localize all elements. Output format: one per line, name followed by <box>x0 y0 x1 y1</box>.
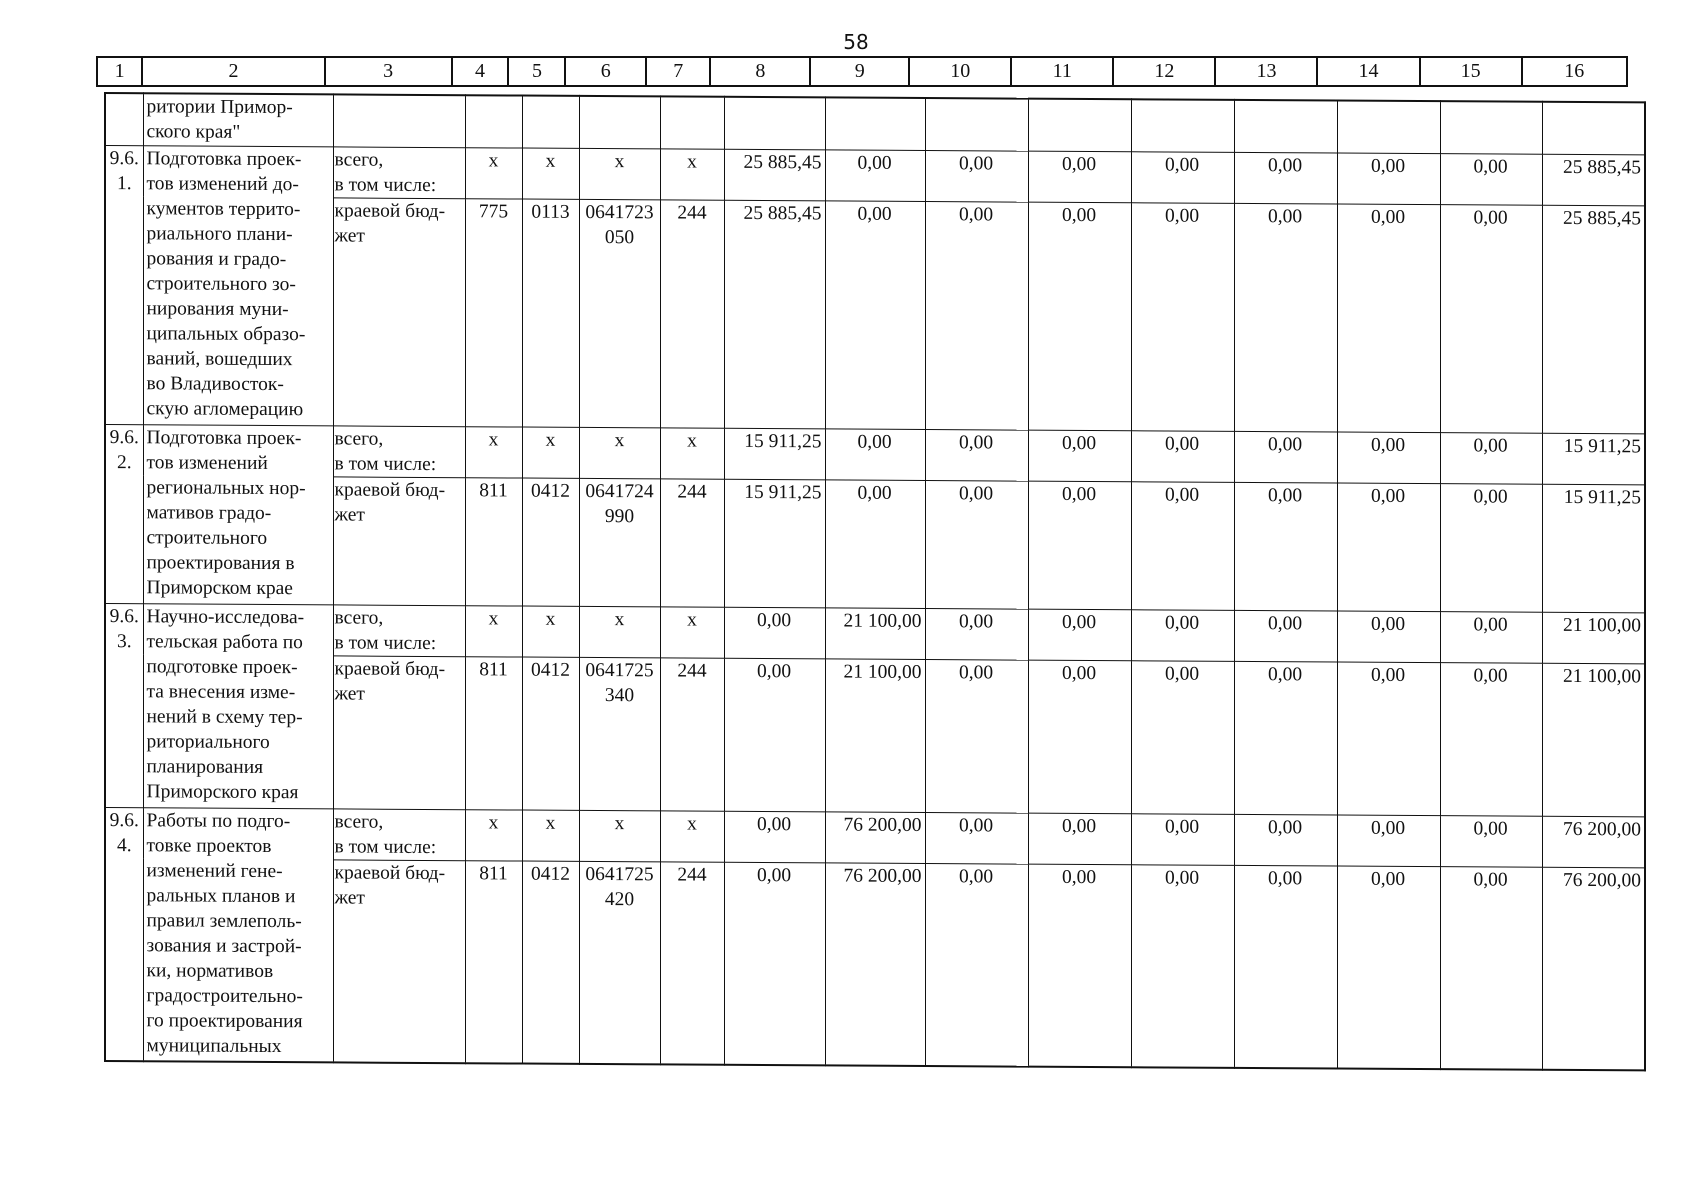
value-cell: 15 911,25 <box>1542 433 1645 485</box>
value-cell: 0,00 <box>1440 483 1542 612</box>
table-row-total <box>105 807 1645 867</box>
value-cell: 0,00 <box>1131 660 1234 814</box>
empty-cell <box>1337 101 1440 154</box>
value-cell: 0,00 <box>1440 432 1542 484</box>
value-cell: 0,00 <box>1337 432 1440 484</box>
value-cell: 0,00 <box>1440 866 1542 1070</box>
value-cell: 0,00 <box>1131 609 1234 661</box>
value-cell: 0,00 <box>1028 151 1131 203</box>
value-cell: 0,00 <box>724 862 825 1066</box>
value-cell: 0,00 <box>1131 813 1234 865</box>
column-number: 12 <box>1113 57 1215 86</box>
value-cell: 0412 <box>522 861 579 1064</box>
value-cell: 21 100,00 <box>1542 612 1645 664</box>
source-cell: всего, в том числе: <box>333 808 465 860</box>
value-cell: 0,00 <box>1337 662 1440 816</box>
value-cell: 0,00 <box>1028 430 1131 482</box>
value-cell: 0,00 <box>925 480 1028 609</box>
empty-cell <box>1131 99 1234 152</box>
value-cell: 0,00 <box>1337 815 1440 867</box>
value-cell: x <box>579 810 660 861</box>
table-row-total <box>105 603 1645 663</box>
empty-cell <box>1440 101 1542 154</box>
continuation-row <box>105 93 1645 154</box>
value-cell: 25 885,45 <box>724 200 825 429</box>
value-cell: 0,00 <box>1440 153 1542 205</box>
table-body <box>105 93 1645 1070</box>
value-cell: 0,00 <box>1234 661 1337 815</box>
value-cell: 0,00 <box>1337 153 1440 205</box>
column-number: 5 <box>508 57 565 86</box>
value-cell: 0,00 <box>1028 864 1131 1068</box>
column-number: 15 <box>1420 57 1522 86</box>
value-cell: 0,00 <box>1028 813 1131 865</box>
item-name-cell: Подготовка проек- тов изменений региональных нор- мативов градо- строительного проектирования в Приморском крае <box>143 424 333 604</box>
value-cell: 25 885,45 <box>1542 154 1645 206</box>
table-row-budget <box>105 654 1645 816</box>
item-number-cell: 9.6. 4. <box>105 807 143 1061</box>
column-number: 14 <box>1317 57 1419 86</box>
value-cell: 811 <box>465 477 522 605</box>
value-cell: 0,00 <box>1440 815 1542 867</box>
column-number: 7 <box>646 57 710 86</box>
source-cell: краевой бюд- жет <box>333 476 465 605</box>
value-cell: 0,00 <box>1028 481 1131 610</box>
value-cell: 15 911,25 <box>724 428 825 480</box>
value-cell: 0,00 <box>1234 152 1337 204</box>
value-cell: 0,00 <box>1131 864 1234 1068</box>
value-cell: 0,00 <box>925 150 1028 202</box>
value-cell: 21 100,00 <box>1542 663 1645 817</box>
value-cell: 0,00 <box>724 607 825 659</box>
column-number: 2 <box>142 57 325 86</box>
column-number-row <box>97 57 1627 86</box>
value-cell: 0,00 <box>1337 204 1440 433</box>
value-cell: x <box>579 606 660 657</box>
value-cell: 0,00 <box>1131 202 1234 431</box>
item-number-cell: 9.6. 1. <box>105 145 143 424</box>
value-cell: 0,00 <box>825 149 925 201</box>
item-name-cell: Подготовка проек- тов изменений до- кументов террито- риального плани- рования и градо- строительного зо- нирования муни- ципальных образо- ваний, вошедших во Владивосток- скую агломерацию <box>143 145 333 425</box>
value-cell: 0,00 <box>1337 866 1440 1070</box>
value-cell: 15 911,25 <box>1542 484 1645 613</box>
source-cell: всего, в том числе: <box>333 604 465 656</box>
empty-cell <box>1542 102 1645 155</box>
value-cell: 0641723 050 <box>579 199 660 427</box>
value-cell: 15 911,25 <box>724 479 825 608</box>
item-number-cell: 9.6. 2. <box>105 424 143 603</box>
value-cell: x <box>660 148 724 199</box>
column-number: 13 <box>1215 57 1317 86</box>
value-cell: 0,00 <box>925 812 1028 864</box>
value-cell: x <box>465 426 522 477</box>
value-cell: 25 885,45 <box>1542 205 1645 434</box>
source-cell: краевой бюд- жет <box>333 197 465 426</box>
value-cell: x <box>660 810 724 861</box>
column-number: 6 <box>565 57 646 86</box>
value-cell: 25 885,45 <box>724 149 825 201</box>
value-cell: 21 100,00 <box>825 658 925 812</box>
column-number: 4 <box>452 57 509 86</box>
value-cell: x <box>522 427 579 478</box>
value-cell: 0,00 <box>1234 203 1337 432</box>
value-cell: x <box>579 427 660 478</box>
value-cell: 0,00 <box>925 608 1028 660</box>
value-cell: 0,00 <box>825 428 925 480</box>
value-cell: 811 <box>465 656 522 809</box>
value-cell: 76 200,00 <box>825 862 925 1066</box>
column-number: 1 <box>97 57 142 86</box>
continuation-name-cell: ритории Примор- ского края" <box>143 93 333 146</box>
value-cell: 0412 <box>522 657 579 810</box>
value-cell: 0,00 <box>925 201 1028 430</box>
value-cell: x <box>522 606 579 657</box>
value-cell: 0,00 <box>1131 430 1234 482</box>
column-number: 10 <box>909 57 1011 86</box>
value-cell: 0,00 <box>1234 482 1337 611</box>
value-cell: 0,00 <box>1440 662 1542 816</box>
value-cell: 0,00 <box>724 658 825 812</box>
empty-cell <box>1028 99 1131 152</box>
value-cell: x <box>465 147 522 198</box>
column-number: 3 <box>325 57 452 86</box>
value-cell: 0641725 420 <box>579 861 660 1064</box>
source-cell: краевой бюд- жет <box>333 859 465 1063</box>
empty-cell <box>465 95 522 147</box>
value-cell: 0641724 990 <box>579 478 660 606</box>
value-cell: 244 <box>660 657 724 810</box>
column-number: 9 <box>810 57 909 86</box>
empty-cell <box>660 96 724 148</box>
value-cell: x <box>660 606 724 657</box>
column-header-table <box>96 56 1628 87</box>
value-cell: 21 100,00 <box>825 607 925 659</box>
value-cell: 0,00 <box>1234 814 1337 866</box>
value-cell: 0,00 <box>1440 611 1542 663</box>
item-name-cell: Работы по подго- товке проектов изменений гене- ральных планов и правил землеполь- зования и застрой- ки, нормативов градостроительно- го проектирования муниципальных <box>143 807 333 1062</box>
source-cell: всего, в том числе: <box>333 146 465 198</box>
table-row-total <box>105 424 1645 484</box>
source-cell: краевой бюд- жет <box>333 655 465 809</box>
column-number: 11 <box>1011 57 1113 86</box>
value-cell: 0113 <box>522 199 579 427</box>
value-cell: 0,00 <box>1028 660 1131 814</box>
value-cell: 244 <box>660 861 724 1064</box>
value-cell: 0,00 <box>1234 431 1337 483</box>
column-number: 16 <box>1522 57 1627 86</box>
value-cell: x <box>465 809 522 860</box>
value-cell: 0,00 <box>1131 481 1234 610</box>
empty-cell <box>333 94 465 147</box>
value-cell: 76 200,00 <box>1542 867 1645 1071</box>
table-row-budget <box>105 196 1645 433</box>
value-cell: x <box>522 148 579 199</box>
value-cell: 0,00 <box>1131 151 1234 203</box>
value-cell: 0,00 <box>1440 204 1542 433</box>
value-cell: 0,00 <box>925 659 1028 813</box>
value-cell: 0,00 <box>925 429 1028 481</box>
page-number: 58 <box>843 30 869 54</box>
table-row-budget <box>105 475 1645 612</box>
value-cell: 0,00 <box>724 811 825 863</box>
item-number-cell: 9.6. 3. <box>105 603 143 807</box>
value-cell: 811 <box>465 860 522 1063</box>
empty-cell <box>1234 100 1337 153</box>
empty-cell <box>522 96 579 148</box>
value-cell: 0,00 <box>1028 609 1131 661</box>
value-cell: 76 200,00 <box>1542 816 1645 868</box>
item-name-cell: Научно-исследова- тельская работа по подготовке проек- та внесения изме- нений в схему тер- риториального планирования Приморского края <box>143 603 333 808</box>
table-row-budget <box>105 858 1645 1070</box>
value-cell: 0,00 <box>1234 610 1337 662</box>
value-cell: 0,00 <box>1028 202 1131 431</box>
value-cell: 244 <box>660 199 724 427</box>
value-cell: x <box>522 810 579 861</box>
budget-table <box>104 92 1646 1071</box>
value-cell: 0,00 <box>925 863 1028 1067</box>
value-cell: 0641725 340 <box>579 657 660 810</box>
value-cell: 0,00 <box>825 200 925 429</box>
value-cell: 0412 <box>522 478 579 606</box>
value-cell: x <box>660 427 724 478</box>
table-row-total <box>105 145 1645 205</box>
source-cell: всего, в том числе: <box>333 425 465 477</box>
column-number: 8 <box>710 57 810 86</box>
value-cell: 775 <box>465 198 522 426</box>
value-cell: 0,00 <box>825 479 925 608</box>
empty-cell <box>925 98 1028 151</box>
value-cell: 0,00 <box>1337 611 1440 663</box>
continuation-num-cell <box>105 93 143 145</box>
value-cell: 244 <box>660 478 724 606</box>
value-cell: 76 200,00 <box>825 811 925 863</box>
empty-cell <box>579 96 660 148</box>
empty-cell <box>825 97 925 150</box>
value-cell: 0,00 <box>1337 483 1440 612</box>
empty-cell <box>724 97 825 150</box>
value-cell: 0,00 <box>1234 865 1337 1069</box>
value-cell: x <box>579 148 660 199</box>
value-cell: x <box>465 605 522 656</box>
